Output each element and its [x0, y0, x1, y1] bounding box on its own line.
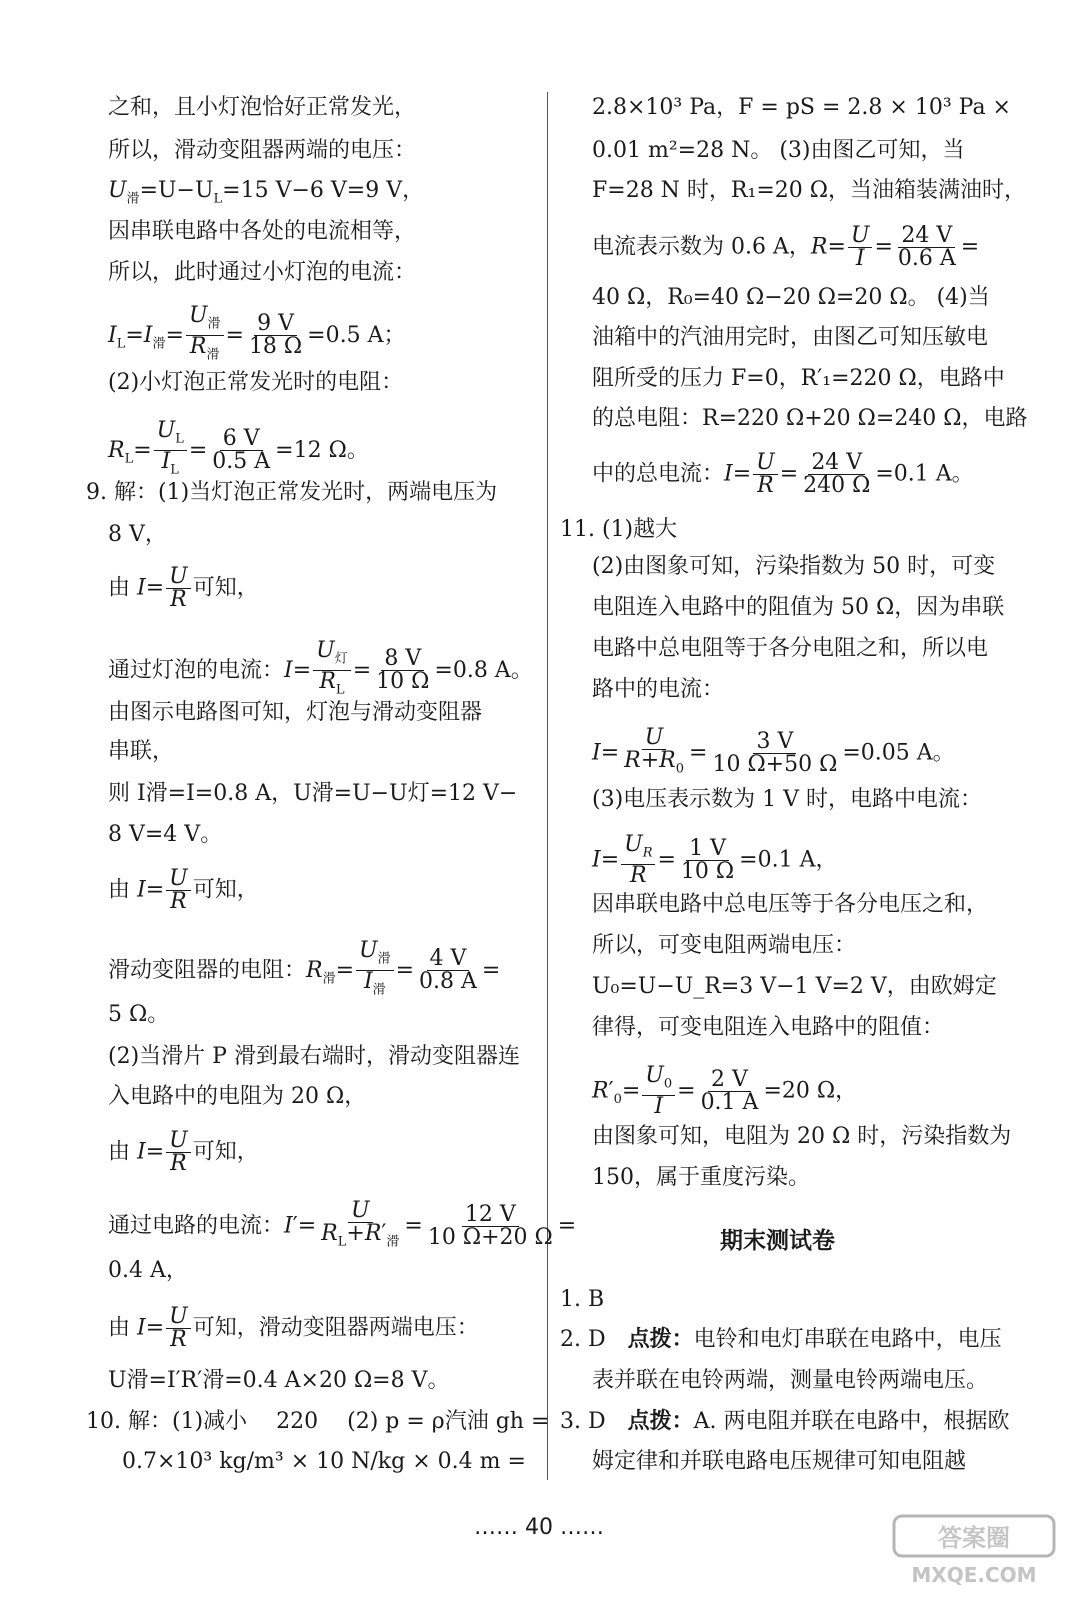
formula-line: 滑动变阻器的电阻：$R_滑=$ $\frac{U_滑}{I_滑}$ = $\frac{4 V}{0.8 A}$ =: [108, 938, 501, 998]
text-line: 路中的电流：: [592, 677, 725, 702]
text-line: 串联，: [108, 739, 175, 764]
text-line: (2)小灯泡正常发光时的电阻：: [108, 370, 404, 395]
formula-line: 由 I= $\frac{U}{R}$ 可知，: [108, 1128, 259, 1176]
answer-2: 2. D 点拨：电铃和电灯串联在电路中，电压: [560, 1327, 1002, 1352]
svg-text:答案圈: 答案圈: [938, 1524, 1010, 1552]
question-9: 9. 解：(1)当灯泡正常发光时，两端电压为: [86, 480, 498, 505]
text-line: 所以，此时通过小灯泡的电流：: [108, 260, 417, 285]
text-line: 所以，滑动变阻器两端的电压：: [108, 138, 417, 163]
answer-3: 3. D 点拨：A. 两电阻并联在电路中，根据欧: [560, 1409, 1010, 1434]
text-line: U滑=I′R′滑=0.4 A×20 Ω=8 V。: [108, 1368, 450, 1393]
text-line: 因串联电路中各处的电流相等，: [108, 219, 417, 244]
text-line: F=28 N 时，R₁=20 Ω，当油箱装满油时，: [592, 178, 1026, 203]
formula-line: 由 I= $\frac{U}{R}$ 可知，滑动变阻器两端电压：: [108, 1304, 479, 1352]
formula-line: 通过电路的电流：I′= $\frac{U}{R_L+R'_滑}$ = $\frac{12 V}{10 \Omega+20 \Omega}$ =: [108, 1198, 577, 1251]
text-line: 40 Ω，R₀=40 Ω−20 Ω=20 Ω。 (4)当: [592, 285, 990, 310]
text-line: 电阻连入电路中的阻值为 50 Ω，因为串联: [592, 595, 1005, 620]
text-line: 8 V，: [108, 522, 167, 547]
text-line: (2)当滑片 P 滑到最右端时，滑动变阻器连: [108, 1044, 520, 1069]
text-line: 5 Ω。: [108, 1002, 170, 1027]
text-line: 油箱中的汽油用完时，由图乙可知压敏电: [592, 325, 989, 350]
text-line: 所以，可变电阻两端电压：: [592, 933, 857, 958]
text-line: 由图示电路图可知，灯泡与滑动变阻器: [108, 700, 483, 725]
formula-line: I= $\frac{U_R}{R}$ = $\frac{1 V}{10 \Omega}$ =0.1 A，: [592, 832, 838, 889]
column-divider: [547, 92, 548, 1480]
text-line: 入电路中的电阻为 20 Ω，: [108, 1084, 367, 1109]
text-line: U₀=U−U_R=3 V−1 V=2 V，由欧姆定: [592, 974, 997, 999]
question-10: 10. 解：(1)减小 220 (2) p = ρ汽油 gh =: [86, 1409, 550, 1434]
formula-line: 通过灯泡的电流：I= $\frac{U_灯}{R_L}$ = $\frac{8 V}{10 \Omega}$ =0.8 A。: [108, 638, 533, 698]
svg-text:MXQE.COM: MXQE.COM: [911, 1563, 1037, 1587]
formula-line: 电流表示数为 0.6 A，R= $\frac{U}{I}$ = $\frac{24 V}{0.6 A}$ =: [592, 223, 980, 271]
text-line: 2.8×10³ Pa，F = pS = 2.8 × 10³ Pa ×: [592, 95, 1011, 120]
text-line: 0.01 m²=28 N。 (3)由图乙可知，当: [592, 138, 965, 163]
text-line: 则 I滑=I=0.8 A，U滑=U−U灯=12 V−: [108, 781, 518, 806]
text-line: (3)电压表示数为 1 V 时，电路中电流：: [592, 787, 983, 812]
answer-1: 1. B: [560, 1287, 605, 1312]
text-line: 的总电阻：R=220 Ω+20 Ω=240 Ω，电路: [592, 406, 1028, 431]
section-title: 期末测试卷: [720, 1228, 835, 1254]
text-line: 0.7×10³ kg/m³ × 10 N/kg × 0.4 m =: [122, 1449, 526, 1474]
text-line: 因串联电路中总电压等于各分电压之和，: [592, 892, 989, 917]
formula-line: $R_L=$ $\frac{U_L}{I_L}$ = $\frac{6 V}{0.5 A}$ =12 Ω。: [108, 418, 369, 478]
question-11: 11. (1)越大: [560, 517, 678, 542]
formula-line: 由 I= $\frac{U}{R}$ 可知，: [108, 564, 259, 612]
text-line: 律得，可变电阻连入电路中的阻值：: [592, 1015, 945, 1040]
watermark-logo: [890, 1510, 1060, 1590]
text-line: 阻所受的压力 F=0，R′₁=220 Ω，电路中: [592, 366, 1005, 391]
text-line: 之和，且小灯泡恰好正常发光，: [108, 95, 417, 120]
page-number: …… 40 ……: [474, 1515, 604, 1540]
text-line: 8 V=4 V。: [108, 822, 223, 847]
text-line: 由图象可知，电阻为 20 Ω 时，污染指数为: [592, 1124, 1012, 1149]
formula-line: $R'_0=$ $\frac{U_0}{I}$ = $\frac{2 V}{0.1 A}$ =20 Ω，: [592, 1063, 858, 1120]
text-line: 150，属于重度污染。: [592, 1165, 810, 1190]
text-line: 姆定律和并联电路电压规律可知电阻越: [592, 1449, 967, 1474]
formula-line: $U_滑=U-U_L=15$ V−6 V=9 V，: [108, 178, 425, 207]
formula-line: I= $\frac{U}{R+R_0}$ = $\frac{3 V}{10 \Omega+50 \Omega}$ =0.05 A。: [592, 725, 955, 778]
text-line: 电路中总电阻等于各分电阻之和，所以电: [592, 636, 989, 661]
formula-line: 中的总电流：I= $\frac{U}{R}$ = $\frac{24 V}{240 \Omega}$ =0.1 A。: [592, 450, 974, 498]
text-line: 0.4 A，: [108, 1258, 188, 1283]
formula-line: 由 I= $\frac{U}{R}$ 可知，: [108, 866, 259, 914]
text-line: (2)由图象可知，污染指数为 50 时，可变: [592, 554, 996, 579]
formula-line: $I_L=I_滑=$ $\frac{U_滑}{R_滑}$ = $\frac{9 V}{18 \Omega}$ =0.5 A；: [108, 303, 406, 363]
text-line: 表并联在电铃两端，测量电铃两端电压。: [592, 1368, 989, 1393]
